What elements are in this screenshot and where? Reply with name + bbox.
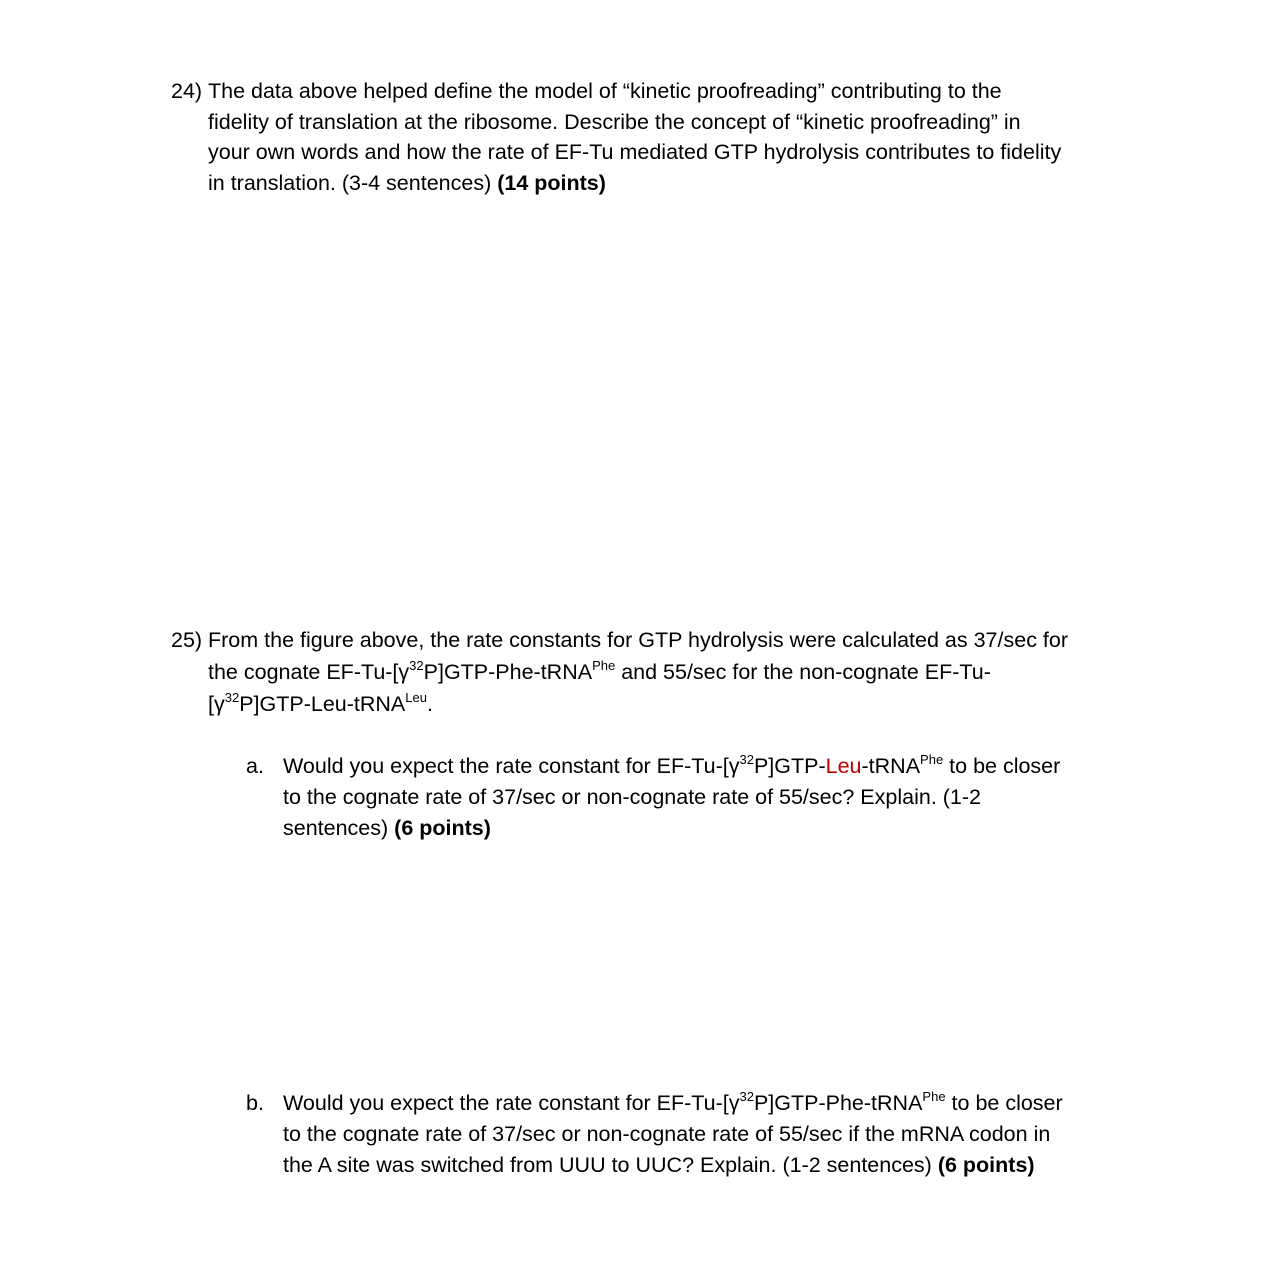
q25-line2-part-c: and 55/sec for the non-cognate EF-Tu- [615,660,991,684]
q25-phe-sup: Phe [592,658,616,673]
question-25b-line-2: to the cognate rate of 37/sec or non-cognate rate of 55/sec if the mRNA codon in [283,1122,1051,1146]
question-25-number: 25) [171,628,203,652]
question-25b-letter: b. [246,1091,264,1115]
q25-line3-part-b: P]GTP-Leu-tRNA [239,692,406,716]
question-24-line-2: fidelity of translation at the ribosome. Describe the concept of “kinetic proofreading” in [208,109,1021,134]
q25a-highlighted-leu: Leu [825,754,862,778]
question-25a [246,750,1126,843]
question-24-line-3: your own words and how the rate of EF-Tu mediated GTP hydrolysis contributes to fidelity [208,140,1062,164]
q25a-line3-text: sentences) [283,815,395,840]
question-24-line-1: The data above helped define the model of “kinetic proofreading” contributing to the [208,79,1002,103]
question-24-points: (14 points) [497,170,606,195]
question-25b-line-1 [283,1087,1126,1119]
q25a-line1-part-d: to be closer [943,754,1061,778]
question-25 [171,624,1141,720]
q25b-line1-part-a: Would you expect the rate constant for EF-Tu-[γ [283,1091,740,1115]
q25-line2-part-a: the cognate EF-Tu-[γ [208,660,410,684]
q25b-line3-text: the A site was switched from UUU to UUC? Explain. (1-2 sentences) [283,1152,938,1177]
question-25b-points: (6 points) [937,1152,1035,1177]
q25-line3-part-a: [γ [208,692,225,716]
question-25-line-2 [208,656,1141,688]
q25-line3-isotope-sup: 32 [224,690,240,705]
q25a-line1-part-b: P]GTP- [753,754,826,778]
q25-line3-part-c: . [426,692,433,716]
q25-line2-part-b: P]GTP-Phe-tRNA [423,660,593,684]
q25a-phe-sup: Phe [920,752,944,767]
question-24 [171,76,1141,198]
q25-isotope-sup: 32 [409,658,424,673]
question-24-text [208,76,1141,198]
question-25b-text [283,1087,1126,1180]
question-25-text [208,624,1141,720]
question-24-number: 24) [171,79,203,103]
q25b-isotope-sup: 32 [739,1089,754,1104]
question-25a-line-2: to the cognate rate of 37/sec or non-cognate rate of 55/sec? Explain. (1-2 [283,785,981,809]
question-25a-points: (6 points) [394,815,491,840]
q25b-phe-sup: Phe [922,1089,946,1104]
q25a-line1-part-c: -tRNA [861,754,921,778]
question-25a-letter: a. [246,754,264,778]
question-25a-line-3 [283,813,1126,844]
q25b-line1-part-b: P]GTP-Phe-tRNA [753,1091,923,1115]
question-24-line-4-text: in translation. (3-4 sentences) [208,170,498,195]
question-25a-line-1 [283,750,1126,782]
question-25b-line-3 [283,1150,1126,1181]
q25a-isotope-sup: 32 [739,752,754,767]
question-24-line-4 [208,168,1141,199]
question-25-line-3 [208,688,1141,720]
question-25b [246,1087,1126,1180]
q25-leu-sup: Leu [405,690,427,705]
question-25a-text [283,750,1126,843]
q25b-line1-part-c: to be closer [945,1091,1063,1115]
q25a-line1-part-a: Would you expect the rate constant for EF-Tu-[γ [283,754,740,778]
question-25-line-1: From the figure above, the rate constants for GTP hydrolysis were calculated as 37/sec for [208,628,1069,652]
